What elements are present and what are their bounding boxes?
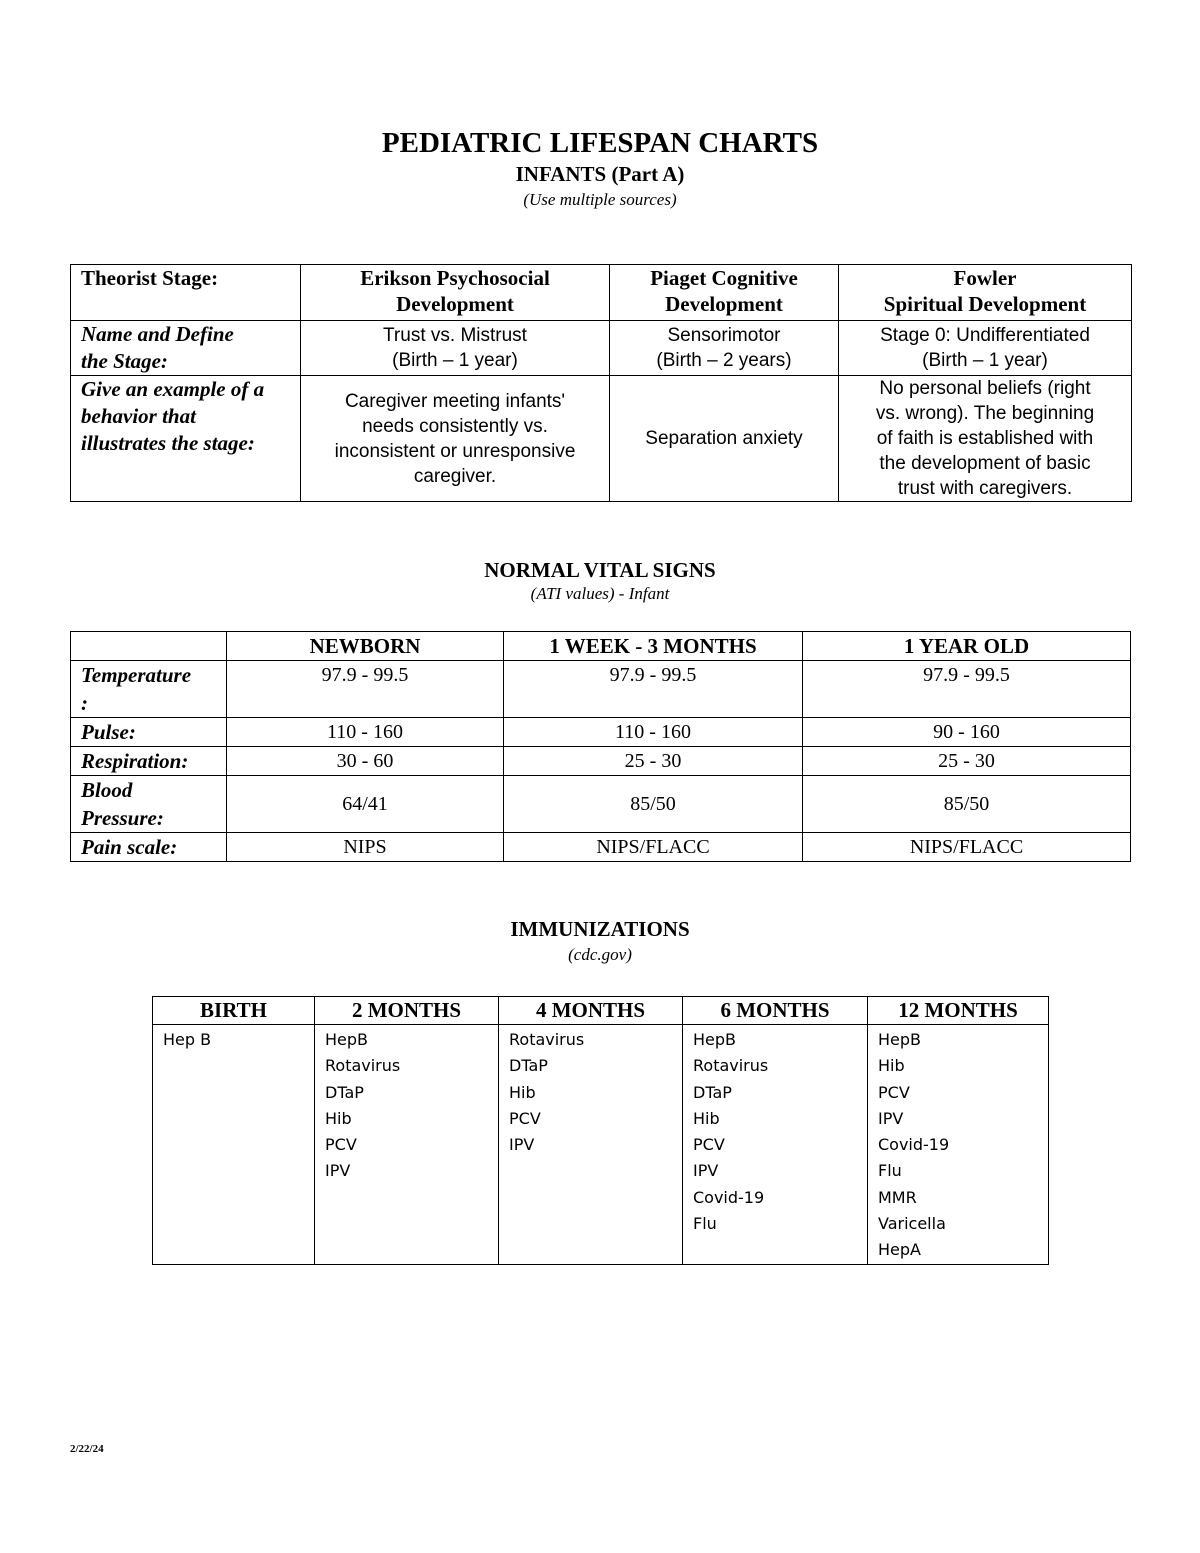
vitals-cell: 97.9 - 99.5: [803, 661, 1131, 718]
vitals-cell: NIPS/FLACC: [504, 833, 803, 862]
imm-list-birth: [153, 1025, 315, 1265]
vitals-title: NORMAL VITAL SIGNS: [484, 558, 716, 582]
vitals-row-temperature: [71, 661, 1131, 718]
page-subtitle: INFANTS (Part A): [515, 162, 685, 186]
page-title: PEDIATRIC LIFESPAN CHARTS: [381, 127, 819, 159]
theorist-header-row: [71, 265, 1132, 321]
vaccine-item: Hib: [325, 1108, 352, 1128]
vaccine-item: PCV: [693, 1135, 725, 1155]
vitals-corner-cell: [71, 632, 227, 661]
vitals-header-row: [71, 632, 1131, 661]
vitals-row-label: Respiration:: [71, 747, 227, 776]
vitals-cell: 30 - 60: [227, 747, 504, 776]
imm-list-4-months: [499, 1025, 683, 1265]
fowler-stage: Stage 0: Undifferentiated (Birth – 1 year): [839, 321, 1132, 376]
immunizations-note: (cdc.gov): [568, 945, 632, 964]
piaget-stage: Sensorimotor (Birth – 2 years): [610, 321, 839, 376]
theorist-col-fowler: Fowler Spiritual Development: [839, 265, 1132, 321]
vaccine-item: IPV: [509, 1135, 535, 1155]
vaccine-item: Hib: [878, 1056, 905, 1076]
theorist-row-example: [71, 376, 1132, 502]
theorist-table: [70, 264, 1132, 502]
imm-col-4-months: 4 MONTHS: [499, 997, 683, 1025]
vaccine-item: IPV: [878, 1108, 904, 1128]
vitals-cell: 25 - 30: [803, 747, 1131, 776]
imm-list-2-months: [315, 1025, 499, 1265]
vitals-cell: 110 - 160: [227, 718, 504, 747]
vitals-note: (ATI values) - Infant: [530, 584, 670, 603]
vitals-row-label: Pain scale:: [71, 833, 227, 862]
fowler-example: No personal beliefs (right vs. wrong). The beginning of faith is established with the development of basic trust with caregivers.: [839, 376, 1132, 502]
vitals-table: [70, 631, 1131, 862]
vaccine-item: IPV: [325, 1161, 351, 1181]
vaccine-item: PCV: [325, 1135, 357, 1155]
theorist-row-label: Name and Define the Stage:: [71, 321, 301, 376]
vaccine-item: PCV: [509, 1108, 541, 1128]
vitals-row-label: Blood Pressure:: [71, 776, 227, 833]
vitals-row-pain-scale: [71, 833, 1131, 862]
vaccine-item: DTaP: [693, 1082, 732, 1102]
imm-col-6-months: 6 MONTHS: [683, 997, 868, 1025]
vaccine-item: Varicella: [878, 1214, 946, 1234]
vaccine-item: MMR: [878, 1187, 917, 1207]
vitals-cell: NIPS: [227, 833, 504, 862]
page-note: (Use multiple sources): [523, 190, 677, 209]
vitals-cell: 110 - 160: [504, 718, 803, 747]
vitals-col-1week-3months: 1 WEEK - 3 MONTHS: [504, 632, 803, 661]
vaccine-item: Covid-19: [878, 1135, 950, 1155]
vaccine-item: Hib: [509, 1082, 536, 1102]
imm-list-12-months: [868, 1025, 1049, 1265]
theorist-col-piaget: Piaget Cognitive Development: [610, 265, 839, 321]
vitals-cell: 97.9 - 99.5: [504, 661, 803, 718]
vitals-cell: 97.9 - 99.5: [227, 661, 504, 718]
vaccine-item: Hep B: [163, 1030, 212, 1049]
immunizations-header-row: [153, 997, 1049, 1025]
vitals-cell: 64/41: [227, 776, 504, 833]
theorist-row-header: Theorist Stage:: [71, 265, 301, 321]
vaccine-item: IPV: [693, 1161, 719, 1181]
vitals-cell: NIPS/FLACC: [803, 833, 1131, 862]
immunizations-list-row: [153, 1025, 1049, 1265]
piaget-example: Separation anxiety: [610, 376, 839, 502]
vitals-cell: 85/50: [504, 776, 803, 833]
vitals-row-blood-pressure: [71, 776, 1131, 833]
vaccine-item: Flu: [878, 1161, 902, 1181]
vitals-cell: 90 - 160: [803, 718, 1131, 747]
vitals-row-pulse: [71, 718, 1131, 747]
theorist-col-erikson: Erikson Psychosocial Development: [301, 265, 610, 321]
vaccine-item: HepB: [878, 1030, 922, 1049]
vaccine-item: Hib: [693, 1108, 720, 1128]
vaccine-item: DTaP: [325, 1082, 364, 1102]
theorist-row-label: Give an example of a behavior that illustrates the stage:: [71, 376, 301, 502]
imm-col-2-months: 2 MONTHS: [315, 997, 499, 1025]
vaccine-item: Rotavirus: [509, 1030, 585, 1049]
vitals-cell: 25 - 30: [504, 747, 803, 776]
vaccine-item: HepB: [693, 1030, 737, 1049]
vaccine-item: HepB: [325, 1030, 369, 1049]
vaccine-item: DTaP: [509, 1056, 548, 1076]
imm-col-birth: BIRTH: [153, 997, 315, 1025]
imm-list-6-months: [683, 1025, 868, 1265]
imm-col-12-months: 12 MONTHS: [868, 997, 1049, 1025]
vaccine-item: HepA: [878, 1240, 921, 1260]
vitals-col-newborn: NEWBORN: [227, 632, 504, 661]
vaccine-item: Rotavirus: [693, 1056, 769, 1076]
vaccine-item: Flu: [693, 1214, 717, 1234]
footer-date: 2/22/24: [70, 1443, 104, 1455]
vitals-cell: 85/50: [803, 776, 1131, 833]
vitals-col-1year: 1 YEAR OLD: [803, 632, 1131, 661]
theorist-row-stage: [71, 321, 1132, 376]
vaccine-item: Covid-19: [693, 1187, 765, 1207]
erikson-example: Caregiver meeting infants' needs consistently vs. inconsistent or unresponsive caregiver.: [301, 376, 610, 502]
vitals-row-label: Pulse:: [71, 718, 227, 747]
immunizations-table: [152, 996, 1049, 1265]
vitals-row-label: Temperature :: [71, 661, 227, 718]
vaccine-item: PCV: [878, 1082, 910, 1102]
vitals-row-respiration: [71, 747, 1131, 776]
immunizations-title: IMMUNIZATIONS: [510, 917, 690, 941]
erikson-stage: Trust vs. Mistrust (Birth – 1 year): [301, 321, 610, 376]
vaccine-item: Rotavirus: [325, 1056, 401, 1076]
